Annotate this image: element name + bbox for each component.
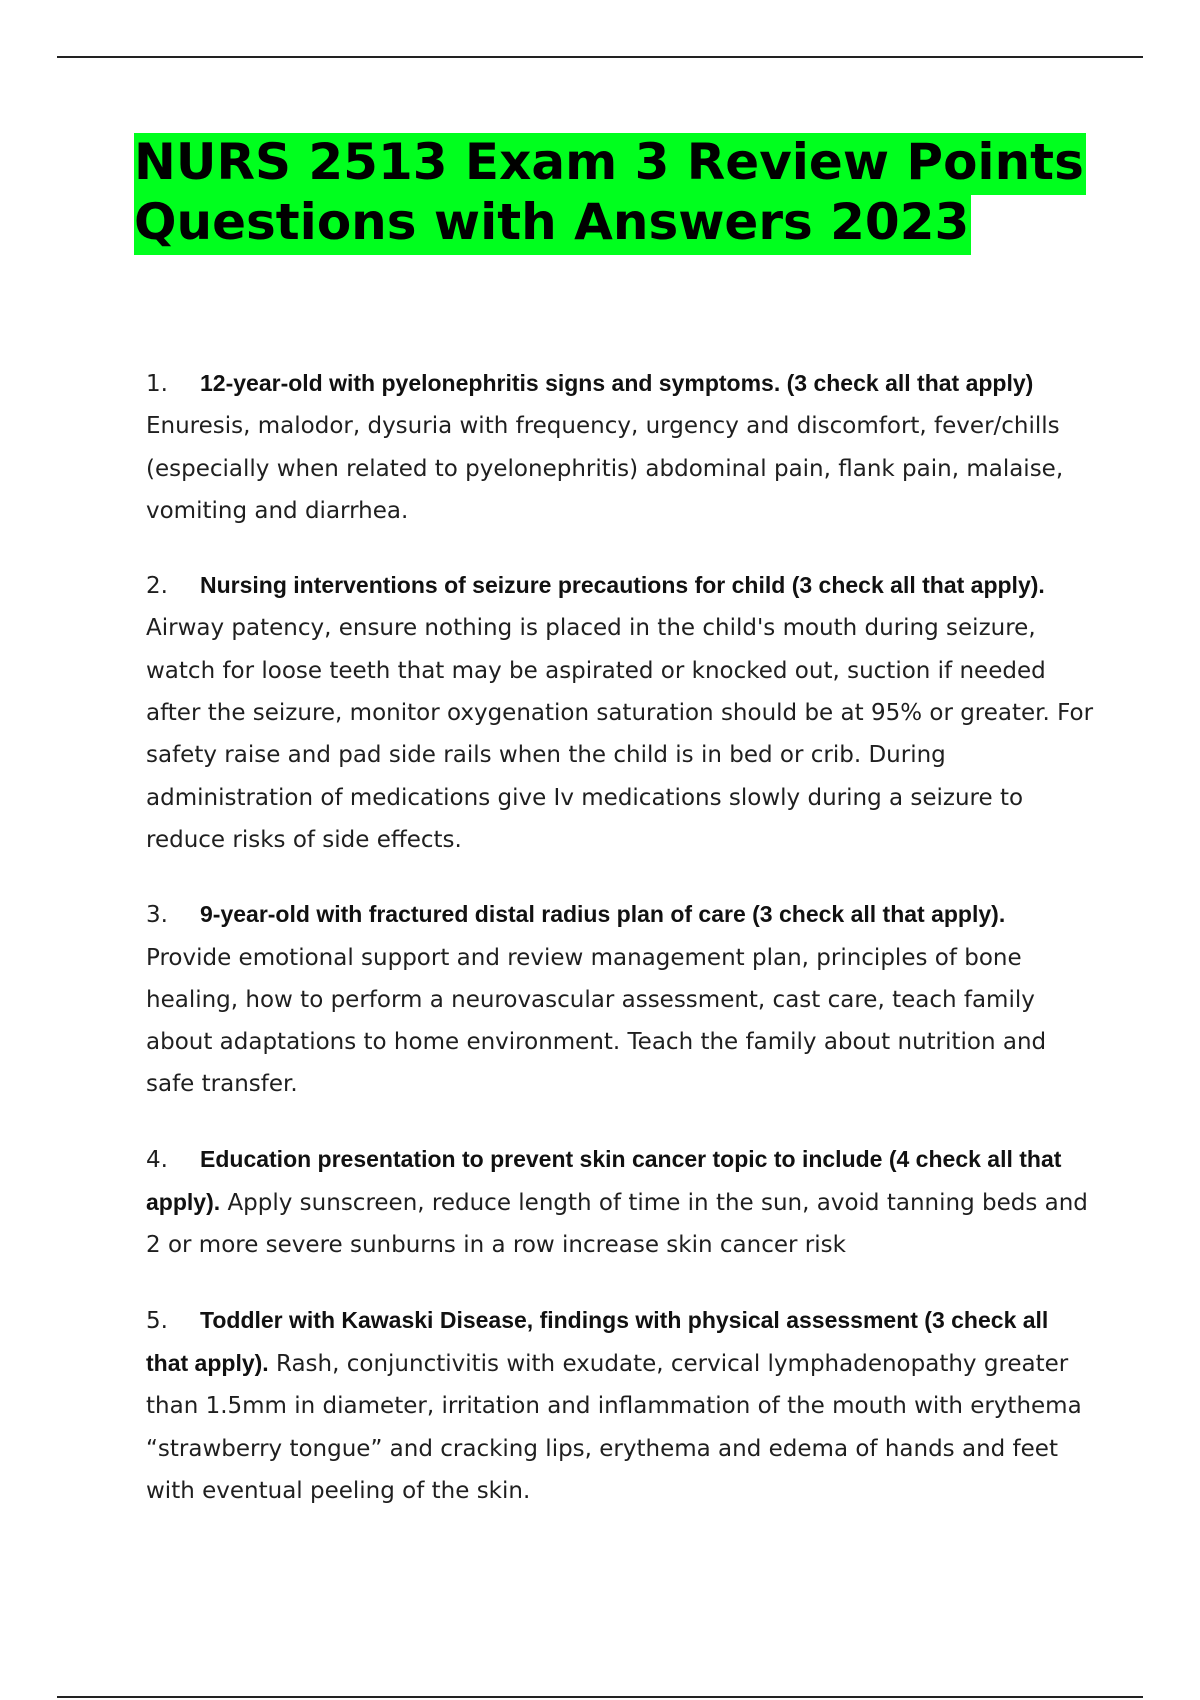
answer-text: Apply sunscreen, reduce length of time in the sun, avoid tanning beds and 2 or more severe sunburns in a row increase skin cancer risk: [146, 1190, 1088, 1259]
question-item-5: [146, 1299, 1096, 1512]
top-divider: [57, 56, 1143, 58]
question-item-3: [146, 893, 1096, 1105]
question-number: 5.: [146, 1307, 168, 1334]
title-highlight: [134, 133, 1086, 255]
question-item-4: [146, 1138, 1096, 1267]
answer-text: Airway patency, ensure nothing is placed in the child's mouth during seizure, watch for loose teeth that may be aspirated or knocked out, suction if needed after the seizure, monitor oxygenation saturation should be at 95% or greater. For safety raise and pad side rails when the child is in bed or crib. During administration of medications give Iv medications slowly during a seizure to reduce risks of side effects.: [146, 615, 1094, 853]
question-item-1: [146, 362, 1096, 532]
bottom-divider: [57, 1696, 1143, 1698]
question-list: [146, 362, 1096, 1544]
answer-text: Rash, conjunctivitis with exudate, cervical lymphadenopathy greater than 1.5mm in diameter, irritation and inflammation of the mouth with erythema “strawberry tongue” and cracking lips, erythema and edema of hands and feet with eventual peeling of the skin.: [146, 1350, 1082, 1504]
answer-text: Enuresis, malodor, dysuria with frequency, urgency and discomfort, fever/chills (especially when related to pyelonephritis) abdominal pain, flank pain, malaise, vomiting and diarrhea.: [146, 413, 1064, 524]
answer-text: Provide emotional support and review management plan, principles of bone healing, how to perform a neurovascular assessment, cast care, teach family about adaptations to home environment. Teach the family about nutrition and safe transfer.: [146, 944, 1047, 1098]
question-number: 4.: [146, 1146, 168, 1173]
document-title: [134, 132, 1134, 252]
question-text: Nursing interventions of seizure precautions for child (3 check all that apply).: [200, 572, 1045, 599]
question-number: 1.: [146, 371, 168, 397]
question-text: Education presentation to prevent skin cancer topic to include (4 check all that apply).: [146, 1145, 1062, 1216]
question-text: 12-year-old with pyelonephritis signs and symptoms. (3 check all that apply): [200, 370, 1034, 396]
question-text: 9-year-old with fractured distal radius plan of care (3 check all that apply).: [200, 901, 1006, 928]
title-line-1: NURS 2513 Exam 3 Review Points: [134, 133, 1084, 191]
title-line-2: Questions with Answers 2023: [134, 193, 970, 251]
question-item-2: [146, 564, 1096, 861]
question-number: 3.: [146, 902, 168, 929]
question-text: Toddler with Kawaski Disease, findings with physical assessment (3 check all that apply).: [146, 1306, 1049, 1376]
question-number: 2.: [146, 573, 168, 600]
